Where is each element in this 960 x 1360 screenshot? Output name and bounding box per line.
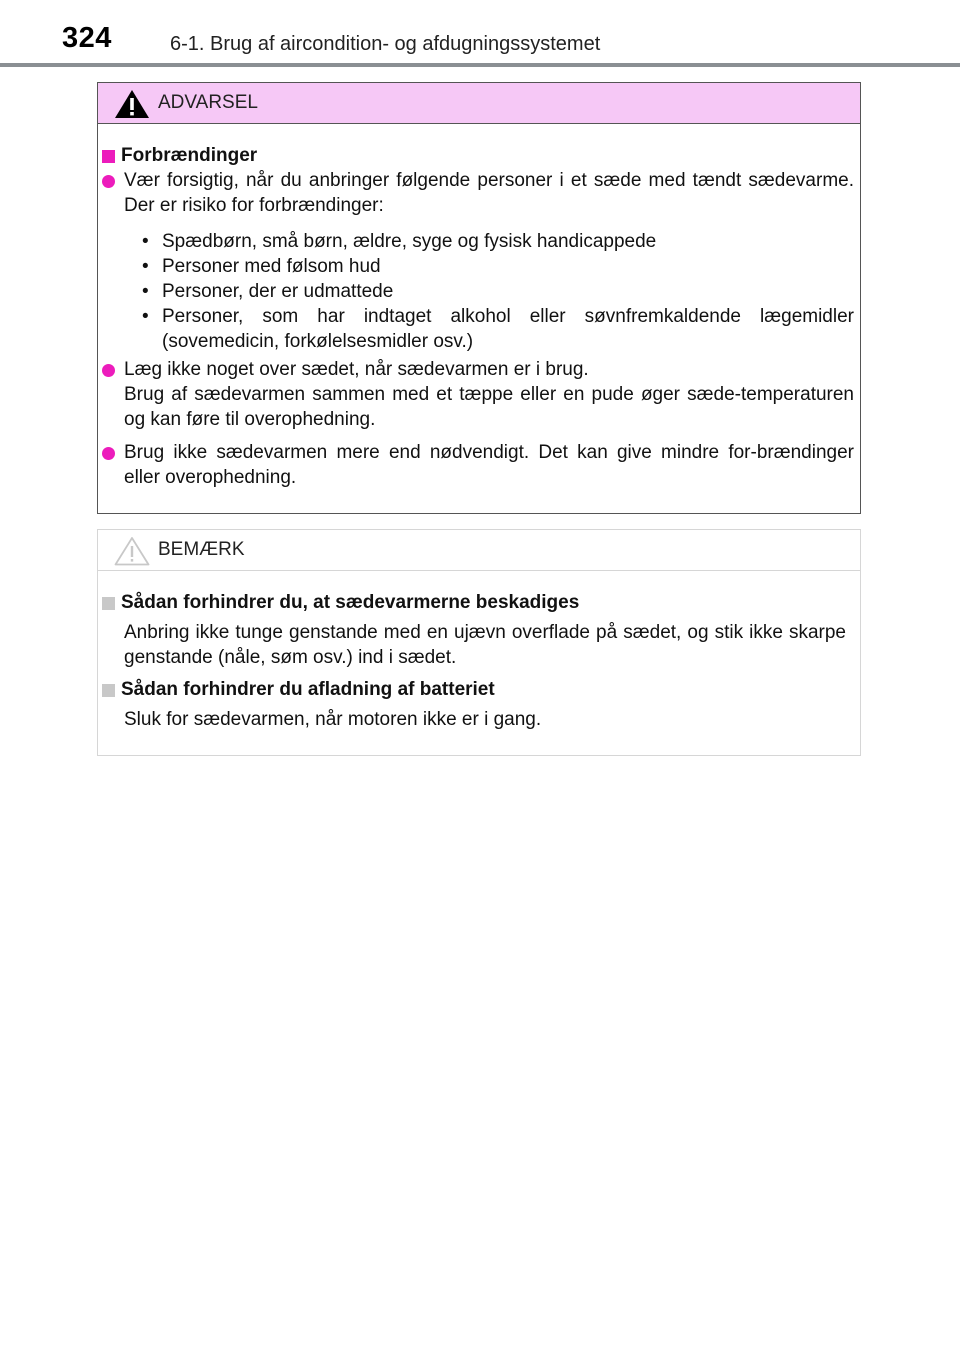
warning-triangle-icon (114, 89, 150, 119)
notice-text-1: Anbring ikke tunge genstande med en ujævn overflade på sædet, og stik ikke skarpe genstande (nåle, søm osv.) ind i sædet. (124, 622, 846, 668)
warning-item-2: Læg ikke noget over sædet, når sædevarmen er i brug. Brug af sædevarmen sammen med et tæppe eller en pude øger sæde-temperaturen og kan føre til overophedning. (124, 359, 854, 430)
page-header (0, 0, 960, 66)
section-heading-burns (102, 145, 257, 167)
warning-item-3: Brug ikke sædevarmen mere end nødvendigt. Det kan give mindre for-brændinger eller overophedning. (124, 442, 854, 488)
sub-item-3: • Personer, der er udmattede (142, 281, 394, 302)
section-heading-damage (102, 592, 579, 614)
notice-box (97, 529, 861, 756)
sub-item-2: • Personer med følsom hud (142, 256, 381, 277)
square-bullet-icon (102, 684, 115, 697)
notice-box-header (98, 530, 860, 571)
section-heading-battery (102, 679, 495, 701)
section-title: Sådan forhindrer du afladning af batteriet (121, 679, 495, 700)
page-number: 324 (62, 22, 112, 54)
caution-triangle-icon (114, 536, 150, 566)
square-bullet-icon (102, 597, 115, 610)
notice-text-2: Sluk for sædevarmen, når motoren ikke er i gang. (124, 709, 542, 730)
sub-item-1: • Spædbørn, små børn, ældre, syge og fysisk handicappede (142, 231, 657, 252)
circle-bullet-icon (102, 175, 115, 188)
warning-label: ADVARSEL (158, 92, 258, 113)
header-rule (0, 63, 960, 67)
sub-item-4: • Personer, som har indtaget alkohol eller søvnfremkaldende lægemidler (sovemedicin, forkølelsesmidler osv.) (142, 306, 854, 352)
warning-box-header (98, 83, 860, 124)
warning-box (97, 82, 861, 514)
circle-bullet-icon (102, 447, 115, 460)
chapter-title: 6-1. Brug af aircondition- og afdugningssystemet (170, 33, 601, 55)
circle-bullet-icon (102, 364, 115, 377)
warning-item-1: Vær forsigtig, når du anbringer følgende personer i et sæde med tændt sædevarme. Der er risiko for forbrændinger: (124, 170, 854, 216)
section-title: Forbrændinger (121, 145, 258, 166)
square-bullet-icon (102, 150, 115, 163)
notice-label: BEMÆRK (158, 539, 245, 560)
section-title: Sådan forhindrer du, at sædevarmerne beskadiges (121, 592, 580, 613)
